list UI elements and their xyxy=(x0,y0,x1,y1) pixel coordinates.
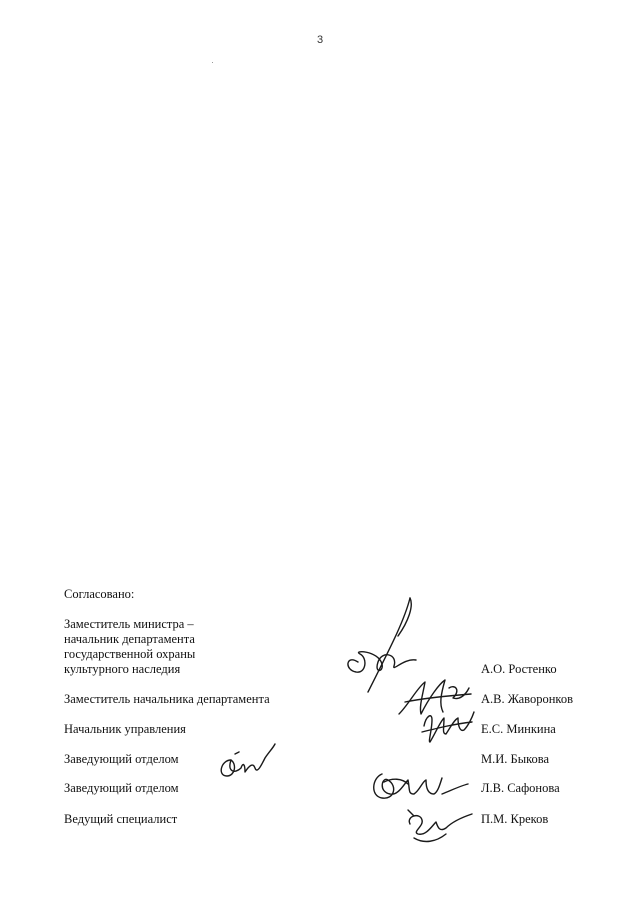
signatory-position xyxy=(64,692,270,707)
scan-speck xyxy=(212,62,213,63)
position-line: государственной охраны xyxy=(64,647,196,661)
signatory-name: А.О. Ростенко xyxy=(481,662,557,676)
signatory-position xyxy=(64,617,195,677)
signatory-position xyxy=(64,722,186,737)
signature-krekov xyxy=(402,804,476,848)
signatory-name: П.М. Креков xyxy=(481,812,549,826)
signatory-position xyxy=(64,781,179,796)
position-line: Заведующий отделом xyxy=(64,752,179,766)
position-line: Заместитель начальника департамента xyxy=(64,692,270,706)
position-line: культурного наследия xyxy=(64,662,181,676)
signatory-name: М.И. Быкова xyxy=(481,752,550,766)
signatory-position xyxy=(64,752,179,767)
signature-minkina xyxy=(418,702,478,748)
signature-safonova xyxy=(368,764,472,806)
position-line: Заведующий отделом xyxy=(64,781,179,795)
position-line: Начальник управления xyxy=(64,722,186,736)
position-line: начальник департамента xyxy=(64,632,195,646)
approval-heading: Согласовано: xyxy=(64,587,135,601)
position-line: Ведущий специалист xyxy=(64,812,178,826)
signatory-position xyxy=(64,812,177,827)
position-line: Заместитель министра – xyxy=(64,617,194,631)
signatory-name: А.В. Жаворонков xyxy=(481,692,574,706)
signature-bykova xyxy=(213,742,279,784)
signatory-name: Е.С. Минкина xyxy=(481,722,556,736)
signatory-name: Л.В. Сафонова xyxy=(481,781,560,795)
page-number: 3 xyxy=(316,34,324,46)
